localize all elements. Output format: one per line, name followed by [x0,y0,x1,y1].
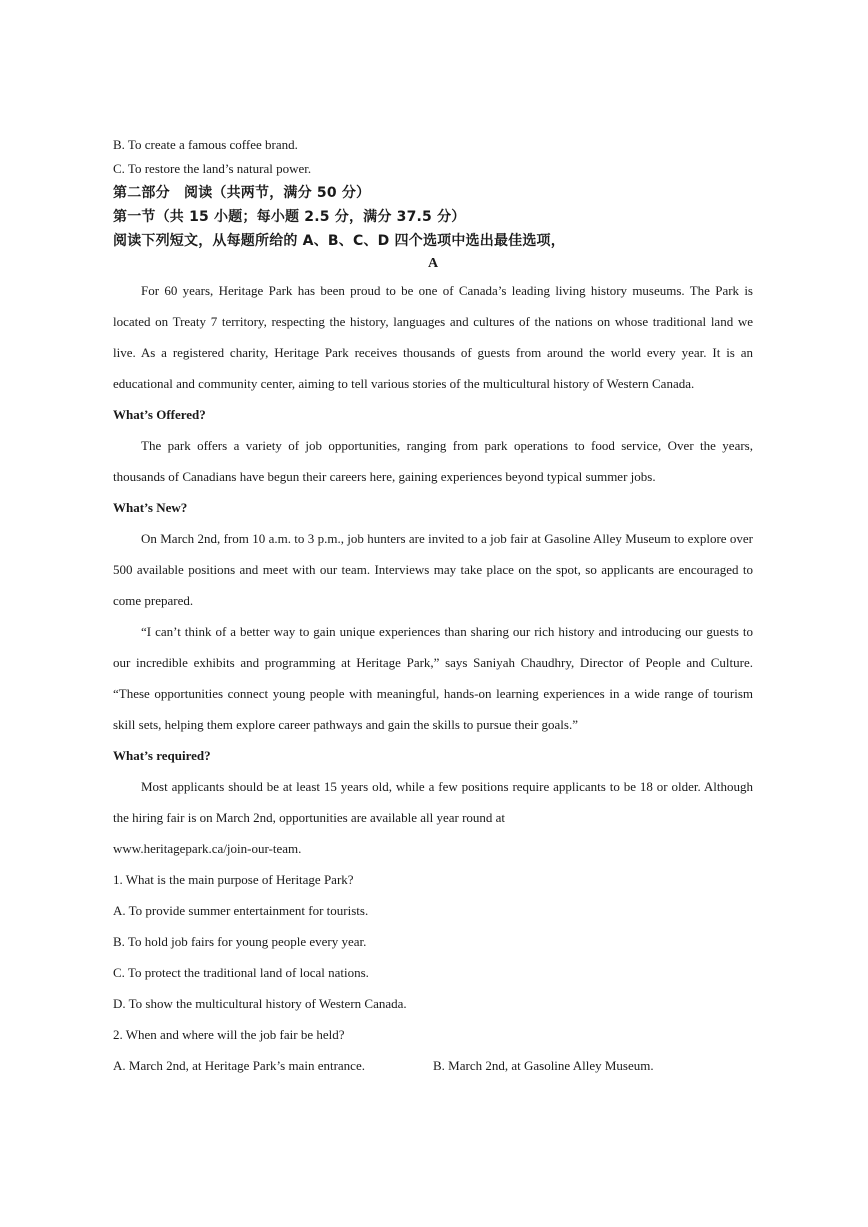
required-url: www.heritagepark.ca/join-our-team. [113,841,302,856]
question-1-stem: 1. What is the main purpose of Heritage Park? [113,872,354,887]
section-heading: 第一节（共 15 小题；每小题 2.5 分，满分 37.5 分） [113,209,466,225]
new-heading: What’s New? [113,500,188,515]
passage-letter: A [427,256,439,271]
new-text-1: On March 2nd, from 10 a.m. to 3 p.m., job hunters are invited to a job fair at Gasoline Alley Museum to explore over 500 available positions and meet with our team. Interviews may take place on the spot, so applicants are encouraged to come prepared. [113,531,753,608]
required-text: Most applicants should be at least 15 years old, while a few positions require applicants to be 18 or older. Although the hiring fair is on March 2nd, opportunities are available all year round at [113,779,753,825]
new-text-2: “I can’t think of a better way to gain unique experiences than sharing our rich history and introducing our guests to our incredible exhibits and programming at Heritage Park,” says Saniyah Chaudhry, Director of People and Culture. “These opportunities connect young people with meaningful, hands-on learning experiences in a wide range of tourism skill sets, helping them explore career pathways and gain the skills to pursue their goals.” [113,624,753,732]
required-heading: What’s required? [113,748,211,763]
instruction-text: 阅读下列短文，从每题所给的 A、B、C、D 四个选项中选出最佳选项， [113,233,565,249]
prev-question-option-c: C. To restore the land’s natural power. [113,161,312,176]
offered-text: The park offers a variety of job opportunities, ranging from park operations to food service, Over the years, thousands of Canadians have begun their careers here, gaining experiences beyond typical summer jobs. [113,438,753,484]
question-2-stem: 2. When and where will the job fair be held? [113,1027,345,1042]
page-content [113,133,753,1081]
question-2-option-b: B. March 2nd, at Gasoline Alley Museum. [433,1058,654,1073]
passage-intro: For 60 years, Heritage Park has been proud to be one of Canada’s leading living history museums. The Park is located on Treaty 7 territory, respecting the history, languages and cultures of the nations on whose traditional land we live. As a registered charity, Heritage Park receives thousands of guests from around the world every year. It is an educational and community center, aiming to tell various stories of the multicultural history of Western Canada. [113,283,753,391]
prev-question-option-b: B. To create a famous coffee brand. [113,137,298,152]
question-1-option-b: B. To hold job fairs for young people every year. [113,934,367,949]
question-1-option-d: D. To show the multicultural history of Western Canada. [113,996,407,1011]
question-2-options-row [113,1050,753,1081]
part-heading: 第二部分 阅读（共两节，满分 50 分） [113,185,371,201]
question-1-option-a: A. To provide summer entertainment for tourists. [113,903,369,918]
question-2-option-a: A. March 2nd, at Heritage Park’s main entrance. [113,1058,365,1073]
question-1-option-c: C. To protect the traditional land of local nations. [113,965,369,980]
offered-heading: What’s Offered? [113,407,206,422]
